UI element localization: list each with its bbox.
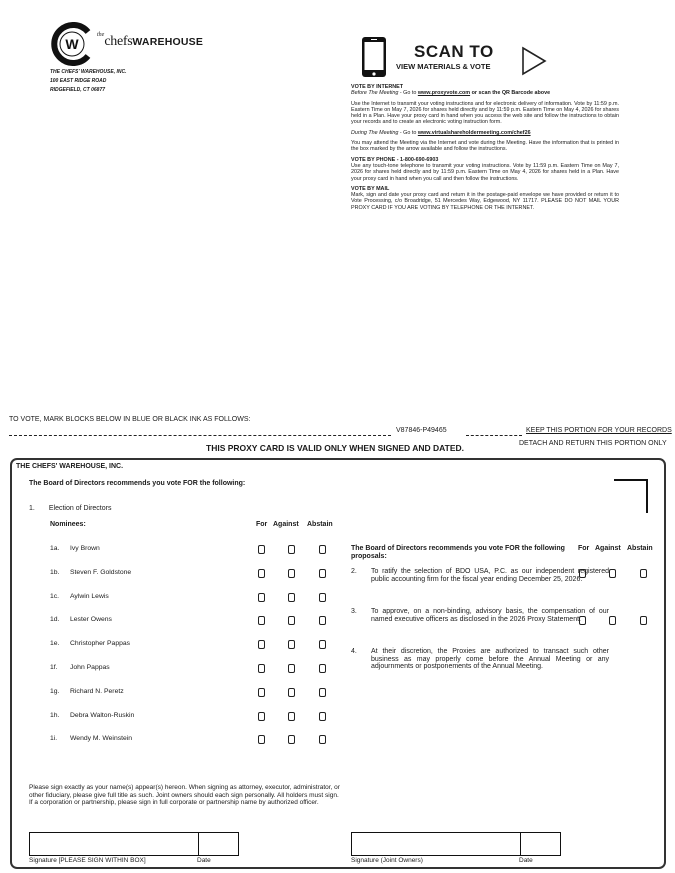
cw-logo-icon: [50, 22, 94, 66]
proxyvote-link[interactable]: www.proxyvote.com: [417, 90, 471, 97]
corner-mark: [614, 479, 648, 513]
joint-date-box[interactable]: [520, 833, 521, 855]
col-for-proposals: For: [578, 545, 590, 552]
nominee-name: Richard N. Peretz: [70, 688, 124, 695]
abstain-checkbox[interactable]: [640, 569, 647, 578]
keep-portion-label: KEEP THIS PORTION FOR YOUR RECORDS: [526, 427, 672, 434]
for-checkbox[interactable]: [579, 569, 586, 578]
for-checkbox[interactable]: [258, 616, 265, 625]
for-checkbox[interactable]: [258, 735, 265, 744]
scan-title: SCAN TO: [414, 42, 494, 61]
abstain-checkbox[interactable]: [319, 593, 326, 602]
against-checkbox[interactable]: [288, 593, 295, 602]
during-meeting-line: [351, 130, 619, 136]
nominee-name: Steven F. Goldstone: [70, 569, 132, 576]
voting-instructions: [351, 84, 619, 215]
nominee-name: Aylwin Lewis: [70, 593, 109, 600]
logo-chefs: chefs: [104, 34, 133, 49]
against-checkbox[interactable]: [288, 664, 295, 673]
abstain-checkbox[interactable]: [319, 688, 326, 697]
col-abstain-proposals: Abstain: [627, 545, 653, 552]
joint-signature-box[interactable]: [351, 832, 561, 856]
mail-body: Mark, sign and date your proxy card and return it in the postage-paid envelope we have provided or return it to Vote Processing, c/o Broadridge, 51 Mercedes Way, Edgewood, NY 11717. PLEASE DO NOT MAIL YOUR PROXY CARD IF YOU ARE VOTING BY TELEPHONE OR THE INTERNET.: [351, 192, 619, 211]
mark-instructions: TO VOTE, MARK BLOCKS BELOW IN BLUE OR BLACK INK AS FOLLOWS:: [9, 416, 251, 423]
control-code: V87846-P49465: [396, 427, 447, 434]
item-1-heading: [29, 505, 111, 512]
against-checkbox[interactable]: [288, 712, 295, 721]
abstain-checkbox[interactable]: [319, 545, 326, 554]
against-checkbox[interactable]: [288, 569, 295, 578]
signature-box[interactable]: [29, 832, 239, 856]
against-checkbox[interactable]: [609, 569, 616, 578]
vote-phone-heading: VOTE BY PHONE - 1-800-690-6903: [351, 156, 439, 163]
item-1-number: 1.: [29, 505, 35, 512]
nominee-number: 1g.: [50, 688, 60, 695]
for-checkbox[interactable]: [579, 616, 586, 625]
abstain-checkbox[interactable]: [319, 616, 326, 625]
during-prefix: - Go to: [398, 129, 418, 136]
before-meeting-line: [351, 90, 619, 96]
logo-the: the: [97, 32, 105, 38]
detach-line-left: [9, 435, 391, 436]
proposal-text: To ratify the selection of BDO USA, P.C. as our independent registered public accounting firm for the fiscal year ending December 25, 2026.: [371, 568, 609, 583]
address-line: THE CHEFS' WAREHOUSE, INC.: [50, 69, 127, 75]
date-box[interactable]: [198, 833, 199, 855]
nominee-number: 1h.: [50, 712, 60, 719]
joint-date-label: Date: [519, 857, 533, 864]
signing-instructions: Please sign exactly as your name(s) appear(s) hereon. When signing as attorney, executor, administrator, or other fiduciary, please give full title as such. Joint owners should each sign personally. All holders must sign. If a corporation or partnership, please sign in full corporate or partnership name by authorized officer.: [29, 784, 340, 806]
logo-warehouse: WAREHOUSE: [132, 36, 204, 48]
signature-label: Signature [PLEASE SIGN WITHIN BOX]: [29, 857, 146, 864]
against-checkbox[interactable]: [288, 616, 295, 625]
abstain-checkbox[interactable]: [319, 569, 326, 578]
company-address: [50, 68, 126, 95]
nominee-number: 1f.: [50, 664, 58, 671]
for-checkbox[interactable]: [258, 545, 265, 554]
nominee-number: 1a.: [50, 545, 60, 552]
against-checkbox[interactable]: [288, 545, 295, 554]
joint-signature-label: Signature (Joint Owners): [351, 857, 423, 864]
proposal-text: At their discretion, the Proxies are authorized to transact such other business as may properly come before the Annual Meeting or any adjournments or postponements of the Annual Meeting.: [371, 648, 609, 670]
nominee-name: Christopher Pappas: [70, 640, 131, 647]
svg-text:W: W: [65, 36, 79, 52]
detach-portion-label: DETACH AND RETURN THIS PORTION ONLY: [519, 440, 667, 447]
address-line: RIDGEFIELD, CT 06877: [50, 87, 106, 93]
abstain-checkbox[interactable]: [319, 735, 326, 744]
nominee-number: 1c.: [50, 593, 60, 600]
for-checkbox[interactable]: [258, 569, 265, 578]
nominee-number: 1i.: [50, 735, 58, 742]
nominee-name: Wendy M. Weinstein: [70, 735, 133, 742]
nominees-label: Nominees:: [50, 521, 86, 528]
against-checkbox[interactable]: [288, 735, 295, 744]
nominee-name: Debra Walton-Ruskin: [70, 712, 135, 719]
abstain-checkbox[interactable]: [640, 616, 647, 625]
col-against-proposals: Against: [595, 545, 621, 552]
col-for: For: [256, 521, 268, 528]
address-line: 100 EAST RIDGE ROAD: [50, 78, 107, 84]
against-checkbox[interactable]: [609, 616, 616, 625]
date-label: Date: [197, 857, 211, 864]
against-checkbox[interactable]: [288, 640, 295, 649]
nominee-number: 1e.: [50, 640, 60, 647]
virtual-meeting-link[interactable]: www.virtualshareholdermeeting.com/chef26: [417, 129, 531, 136]
for-checkbox[interactable]: [258, 664, 265, 673]
col-abstain: Abstain: [307, 521, 333, 528]
nominee-name: Lester Owens: [70, 616, 112, 623]
for-checkbox[interactable]: [258, 688, 265, 697]
for-checkbox[interactable]: [258, 593, 265, 602]
scan-subtitle: VIEW MATERIALS & VOTE: [396, 62, 491, 71]
abstain-checkbox[interactable]: [319, 712, 326, 721]
vote-internet-heading: VOTE BY INTERNET: [351, 84, 404, 90]
card-company-name: THE CHEFS' WAREHOUSE, INC.: [16, 463, 124, 470]
smartphone-icon: [361, 36, 387, 78]
proposal-text: To approve, on a non-binding, advisory basis, the compensation of our named executive officers as disclosed in the 2026 Proxy Statement.: [371, 608, 609, 623]
nominee-number: 1d.: [50, 616, 60, 623]
for-checkbox[interactable]: [258, 640, 265, 649]
proposal-number: 4.: [351, 648, 357, 655]
board-recommendation-proposals: The Board of Directors recommends you vote FOR the following proposals:: [351, 545, 565, 560]
before-meeting-label: Before The Meeting: [351, 90, 399, 97]
col-against: Against: [273, 521, 299, 528]
valid-notice: THIS PROXY CARD IS VALID ONLY WHEN SIGNED AND DATED.: [206, 443, 465, 453]
play-arrow-icon: [520, 46, 548, 76]
company-logo-wordmark: [97, 34, 203, 50]
proposal-number: 2.: [351, 568, 357, 575]
internet-body: Use the Internet to transmit your voting instructions and for electronic delivery of information. Vote by 11:59 p.m. Eastern Time on May 7, 2026 for shares held directly and by 11:59 p.m. Eastern Time on May 4, 2026 for shares held in a Plan. Have your proxy card in hand when you access the web site and follow the instructions to obtain your records and to create an electronic voting instruction form.: [351, 100, 619, 126]
nominee-name: Ivy Brown: [70, 545, 100, 552]
proposal-number: 3.: [351, 608, 357, 615]
vote-mail-heading: VOTE BY MAIL: [351, 185, 390, 192]
before-prefix: - Go to: [398, 90, 418, 97]
during-meeting-label: During The Meeting: [351, 129, 399, 136]
abstain-checkbox[interactable]: [319, 664, 326, 673]
item-1-label: Election of Directors: [48, 505, 112, 512]
detach-line-right: [466, 435, 522, 436]
before-suffix: or scan the QR Barcode above: [470, 90, 551, 97]
phone-body: Use any touch-tone telephone to transmit your voting instructions. Vote by 11:59 p.m. Eastern Time on May 7, 2026 for shares held directly and by 11:59 p.m. Eastern Time on May 4, 2026 for shares held in a Plan. Have your proxy card in hand when you call and then follow the instructions.: [351, 162, 619, 182]
against-checkbox[interactable]: [288, 688, 295, 697]
nominee-name: John Pappas: [70, 664, 110, 671]
during-body: You may attend the Meeting via the Internet and vote during the Meeting. Have the information that is printed in the box marked by the arrow available and follow the instructions.: [351, 140, 619, 153]
abstain-checkbox[interactable]: [319, 640, 326, 649]
board-recommendation-directors: The Board of Directors recommends you vote FOR the following:: [29, 480, 246, 487]
for-checkbox[interactable]: [258, 712, 265, 721]
nominee-number: 1b.: [50, 569, 60, 576]
